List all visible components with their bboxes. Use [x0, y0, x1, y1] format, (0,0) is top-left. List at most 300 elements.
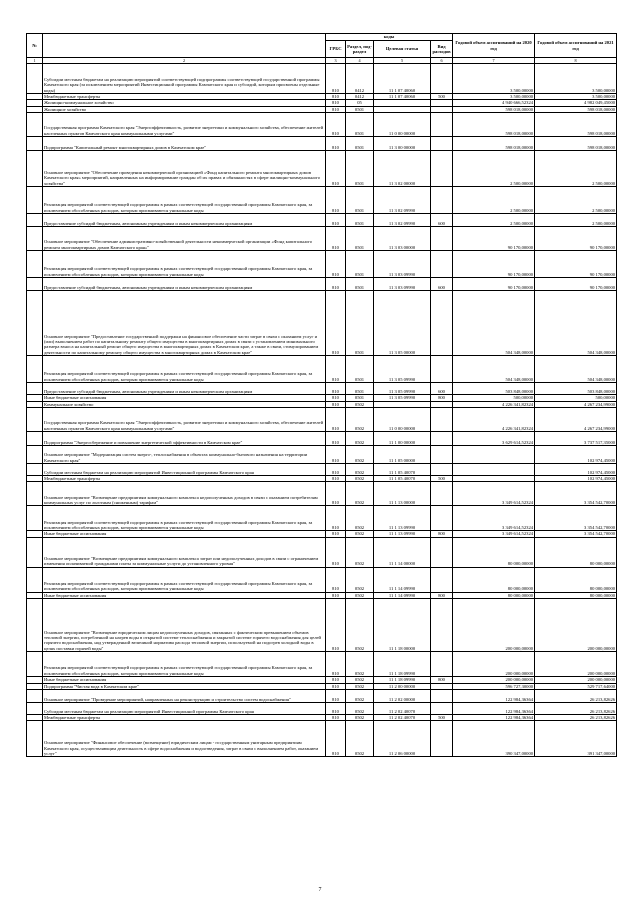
- row-section-cell: 0501: [346, 356, 374, 383]
- row-index-cell: [27, 151, 43, 187]
- table-row: [27, 567, 617, 592]
- row-grbs-cell: 810: [326, 652, 346, 677]
- row-index-cell: [27, 408, 43, 432]
- table-row: [27, 137, 617, 151]
- row-grbs-cell: 810: [326, 464, 346, 476]
- row-vid-cell: 600: [431, 278, 453, 291]
- row-target-cell: 11 1 14 00000: [374, 537, 431, 567]
- row-section-cell: 0502: [346, 703, 374, 715]
- row-index-cell: [27, 537, 43, 567]
- row-vid-cell: [431, 251, 453, 278]
- row-name-cell: Основное мероприятие "Предоставление государственной поддержки на финансовое обеспечение части затрат в связи с оказанием услуг и (или) выполнением работ по капитальному ремонту общего имущества в многоквартирных домах в связи с установлением минимального размера взноса на капитальный ремонт общего имущества в многоквартирных домах в Камчатском крае, а также в связи, стимулированием деятельности по капитальному ремонту общего имущества в многоквартирных домах в Камчатском крае": [43, 291, 326, 356]
- row-name-cell: Подпрограмма "Чистая вода в Камчатском крае": [43, 683, 326, 689]
- row-vol-2020-cell: 2 500,00000: [453, 187, 535, 214]
- row-target-cell: 11 1 05 40070: [374, 464, 431, 476]
- row-index-cell: [27, 652, 43, 677]
- row-vol-2021-cell: 4 267 234,99000: [535, 401, 617, 407]
- row-grbs-cell: 810: [326, 401, 346, 407]
- row-vol-2021-cell: 3 737 517,35000: [535, 432, 617, 446]
- row-vol-2020-cell: 2 500,00000: [453, 214, 535, 227]
- row-section-cell: 05: [346, 100, 374, 106]
- row-grbs-cell: 810: [326, 537, 346, 567]
- row-grbs-cell: 810: [326, 715, 346, 721]
- column-number-cell: 1: [27, 58, 43, 64]
- row-section-cell: 0502: [346, 721, 374, 757]
- row-vol-2020-cell: [453, 446, 535, 464]
- row-vol-2021-cell: 2 500,00000: [535, 214, 617, 227]
- row-grbs-cell: 810: [326, 64, 346, 94]
- row-vid-cell: [431, 151, 453, 187]
- table-row: [27, 278, 617, 291]
- row-section-cell: 0502: [346, 567, 374, 592]
- row-section-cell: 0501: [346, 113, 374, 137]
- row-section-cell: 0501: [346, 291, 374, 356]
- row-vol-2021-cell: 80 000,00000: [535, 567, 617, 592]
- row-target-cell: 11 2 02 40070: [374, 703, 431, 715]
- column-number-cell: 7: [453, 58, 535, 64]
- row-vid-cell: [431, 113, 453, 137]
- row-vid-cell: [431, 356, 453, 383]
- row-section-cell: 0502: [346, 599, 374, 652]
- row-vid-cell: [431, 291, 453, 356]
- row-section-cell: 0501: [346, 106, 374, 112]
- row-grbs-cell: 810: [326, 291, 346, 356]
- row-index-cell: [27, 690, 43, 703]
- row-vol-2021-cell: 598 018,00000: [535, 137, 617, 151]
- row-vol-2020-cell: 80 000,00000: [453, 537, 535, 567]
- row-section-cell: 0501: [346, 227, 374, 251]
- table-row: [27, 251, 617, 278]
- row-target-cell: 11 0 00 00000: [374, 408, 431, 432]
- row-target-cell: 11 3 03 09990: [374, 251, 431, 278]
- row-vol-2020-cell: 122 984,36364: [453, 690, 535, 703]
- row-vol-2020-cell: 3 500,00000: [453, 64, 535, 94]
- row-name-cell: Жилищное хозяйство: [43, 106, 326, 112]
- row-vol-2021-cell: 3 354 542,70000: [535, 506, 617, 531]
- table-row: [27, 537, 617, 567]
- row-section-cell: 0502: [346, 408, 374, 432]
- row-section-cell: 0501: [346, 187, 374, 214]
- row-section-cell: 0502: [346, 652, 374, 677]
- row-vol-2021-cell: 504 348,00000: [535, 356, 617, 383]
- row-name-cell: Реализация мероприятий соответствующей подпрограммы в рамках соответствующей государственной программы Камчатского края, за исключением обособленных расходов, которым присваиваются уникальные коды: [43, 187, 326, 214]
- row-grbs-cell: 810: [326, 408, 346, 432]
- row-target-cell: 11 1 07 40060: [374, 94, 431, 100]
- budget-table: [26, 33, 617, 757]
- table-row: [27, 506, 617, 531]
- row-name-cell: Иные бюджетные ассигнования: [43, 677, 326, 683]
- row-vol-2021-cell: 200 000,00000: [535, 599, 617, 652]
- header-vid: Вид расходов: [431, 41, 453, 58]
- header-vol-2021: Годовой объем ассигнований на 2021 год: [535, 34, 617, 58]
- row-vol-2020-cell: 598 018,00000: [453, 113, 535, 137]
- row-section-cell: 0501: [346, 151, 374, 187]
- row-vid-cell: 500: [431, 715, 453, 721]
- row-grbs-cell: 810: [326, 94, 346, 100]
- header-target: Целевая статья: [374, 41, 431, 58]
- table-row: [27, 464, 617, 476]
- row-index-cell: [27, 137, 43, 151]
- row-section-cell: 0502: [346, 690, 374, 703]
- row-index-cell: [27, 721, 43, 757]
- row-section-cell: 0502: [346, 537, 374, 567]
- row-grbs-cell: 810: [326, 356, 346, 383]
- row-grbs-cell: 810: [326, 703, 346, 715]
- row-index-cell: [27, 251, 43, 278]
- row-grbs-cell: 810: [326, 278, 346, 291]
- column-number-cell: 6: [431, 58, 453, 64]
- row-vol-2021-cell: 391 347,00000: [535, 721, 617, 757]
- column-number-cell: 4: [346, 58, 374, 64]
- row-vol-2021-cell: 26 213,82626: [535, 715, 617, 721]
- row-target-cell: 11 0 00 00000: [374, 113, 431, 137]
- row-index-cell: [27, 356, 43, 383]
- row-name-cell: Жилищно-коммунальное хозяйство: [43, 100, 326, 106]
- row-section-cell: 0501: [346, 395, 374, 401]
- row-vid-cell: [431, 599, 453, 652]
- row-name-cell: Основное мероприятие "Возмещение предприятиям коммунального комплекса затрат или недополученных доходов в связи с ограничением изменения оплачиваемой гражданами платы за коммунальные услуги до установленного уровня": [43, 537, 326, 567]
- row-name-cell: Основное мероприятие "Обеспечение проведения некоммерческой организацией «Фонд капитального ремонта многоквартирных домов Камчатского края» мероприятий, направленных на информирование граждан об их правах и обязанностях в сфере жилищно-коммунального хозяйства": [43, 151, 326, 187]
- row-vol-2020-cell: 122 984,36364: [453, 703, 535, 715]
- row-section-cell: 0502: [346, 715, 374, 721]
- row-vol-2020-cell: 122 984,36364: [453, 715, 535, 721]
- row-grbs-cell: 810: [326, 251, 346, 278]
- row-grbs-cell: 810: [326, 476, 346, 482]
- row-vol-2021-cell: 26 213,82626: [535, 690, 617, 703]
- row-vol-2020-cell: 90 170,00000: [453, 227, 535, 251]
- row-name-cell: Предоставление субсидий бюджетным, автономным учреждениям и иным некоммерческим организациям: [43, 278, 326, 291]
- row-vol-2021-cell: 3 354 542,70000: [535, 482, 617, 506]
- row-target-cell: 11 3 05 09990: [374, 383, 431, 395]
- row-index-cell: [27, 506, 43, 531]
- row-vol-2020-cell: 200 000,00000: [453, 652, 535, 677]
- row-name-cell: Основное мероприятие "Возмещение юридическим лицам недополученных доходов, связанных с фактическим превышением объемов тепловой энергии, потребленной на нагрев воды в открытой системе теплоснабжения и закрытой системе горячего водоснабжения для целей горячего водоснабжения, над утвержденной величиной норматива расхода тепловой энергии, используемой на подогрев холодной воды в целях поставки горячей воды": [43, 599, 326, 652]
- row-vol-2021-cell: 80 000,00000: [535, 537, 617, 567]
- row-name-cell: Основное мероприятие "Проведение мероприятий, направленных на реконструкцию и строительство систем водоснабжения": [43, 690, 326, 703]
- row-vol-2020-cell: 596 727,30000: [453, 683, 535, 689]
- row-target-cell: 11 1 14 09990: [374, 567, 431, 592]
- column-number-cell: 3: [326, 58, 346, 64]
- table-row: [27, 432, 617, 446]
- column-number-cell: 8: [535, 58, 617, 64]
- row-index-cell: [27, 278, 43, 291]
- row-target-cell: 11 3 02 09990: [374, 187, 431, 214]
- header-name: [43, 34, 326, 58]
- table-row: [27, 64, 617, 94]
- row-target-cell: 11 3 02 09990: [374, 214, 431, 227]
- row-section-cell: 0502: [346, 531, 374, 537]
- row-vol-2021-cell: 504 348,00000: [535, 291, 617, 356]
- row-name-cell: Иные бюджетные ассигнования: [43, 395, 326, 401]
- header-num: №: [27, 34, 43, 58]
- row-target-cell: 11 3 02 00000: [374, 151, 431, 187]
- row-section-cell: 0502: [346, 446, 374, 464]
- row-vol-2021-cell: 598 018,00000: [535, 113, 617, 137]
- row-index-cell: [27, 567, 43, 592]
- row-name-cell: Подпрограмма "Капитальный ремонт многоквартирных домов в Камчатском крае": [43, 137, 326, 151]
- row-vid-cell: [431, 703, 453, 715]
- row-target-cell: 11 3 03 00000: [374, 227, 431, 251]
- row-vid-cell: [431, 432, 453, 446]
- row-name-cell: Субсидии местным бюджетам на реализацию мероприятий соответствующей подпрограммы соответствующей государственной программы Камчатского края (за исключением мероприятий Инвестиционной программы Камчатского края и субсидий, которым присвоены отдельные коды): [43, 64, 326, 94]
- row-section-cell: 0502: [346, 506, 374, 531]
- header-grbs: ГРБС: [326, 41, 346, 58]
- row-vol-2020-cell: 2 500,00000: [453, 151, 535, 187]
- row-vid-cell: [431, 446, 453, 464]
- row-grbs-cell: 810: [326, 482, 346, 506]
- row-grbs-cell: 810: [326, 214, 346, 227]
- row-name-cell: Иные бюджетные ассигнования: [43, 531, 326, 537]
- row-vid-cell: [431, 482, 453, 506]
- row-vol-2021-cell: 200 000,00000: [535, 652, 617, 677]
- row-vid-cell: [431, 652, 453, 677]
- row-vol-2021-cell: 3 354 542,70000: [535, 531, 617, 537]
- row-vol-2020-cell: 3 629 614,52324: [453, 432, 535, 446]
- table-row: [27, 227, 617, 251]
- row-vol-2020-cell: 80 000,00000: [453, 567, 535, 592]
- row-section-cell: 0412: [346, 64, 374, 94]
- row-index-cell: [27, 64, 43, 94]
- row-grbs-cell: 810: [326, 151, 346, 187]
- table-row: [27, 652, 617, 677]
- table-row: [27, 599, 617, 652]
- row-vid-cell: 800: [431, 677, 453, 683]
- row-grbs-cell: 810: [326, 137, 346, 151]
- row-vol-2020-cell: 504 348,00000: [453, 291, 535, 356]
- row-vol-2020-cell: 4 226 341,82324: [453, 401, 535, 407]
- row-vid-cell: [431, 537, 453, 567]
- row-vid-cell: 500: [431, 476, 453, 482]
- row-vol-2021-cell: 80 000,00000: [535, 592, 617, 598]
- table-row: [27, 703, 617, 715]
- row-target-cell: 11 1 13 09990: [374, 506, 431, 531]
- row-vol-2021-cell: 3 500,00000: [535, 94, 617, 100]
- row-vol-2020-cell: 90 170,00000: [453, 251, 535, 278]
- row-vol-2021-cell: 102 974,45000: [535, 476, 617, 482]
- row-vol-2020-cell: [453, 464, 535, 476]
- row-grbs-cell: 810: [326, 690, 346, 703]
- row-name-cell: Государственная программа Камчатского края "Энергоэффективность, развитие энергетики и коммунального хозяйства, обеспечение жителей населенных пунктов Камчатского края коммунальными услугами": [43, 113, 326, 137]
- row-section-cell: 0501: [346, 383, 374, 395]
- row-vid-cell: [431, 137, 453, 151]
- row-vid-cell: 600: [431, 383, 453, 395]
- row-name-cell: Основное мероприятие "Модернизация систем энерго-, теплоснабжения в объектах коммунально-бытового назначения на территории Камчатского края": [43, 446, 326, 464]
- row-vol-2021-cell: 500,00000: [535, 395, 617, 401]
- row-vol-2020-cell: 200 000,00000: [453, 599, 535, 652]
- row-vol-2021-cell: 26 213,82626: [535, 703, 617, 715]
- row-name-cell: Коммунальное хозяйство: [43, 401, 326, 407]
- row-name-cell: Реализация мероприятий соответствующей подпрограммы в рамках соответствующей государственной программы Камчатского края, за исключением обособленных расходов, которым присваиваются уникальные коды: [43, 567, 326, 592]
- row-vol-2021-cell: 2 500,00000: [535, 187, 617, 214]
- row-vol-2020-cell: 390 347,00000: [453, 721, 535, 757]
- column-number-cell: 2: [43, 58, 326, 64]
- row-vol-2020-cell: 90 170,00000: [453, 278, 535, 291]
- row-vol-2021-cell: 598 018,00000: [535, 106, 617, 112]
- table-row: [27, 113, 617, 137]
- row-vid-cell: [431, 227, 453, 251]
- row-grbs-cell: 810: [326, 187, 346, 214]
- table-row: [27, 721, 617, 757]
- row-vid-cell: 800: [431, 395, 453, 401]
- row-vid-cell: 600: [431, 214, 453, 227]
- row-index-cell: [27, 383, 43, 395]
- row-section-cell: 0502: [346, 592, 374, 598]
- row-section-cell: 0502: [346, 464, 374, 476]
- row-vol-2020-cell: 4 226 341,82324: [453, 408, 535, 432]
- row-name-cell: Основное мероприятие "Обеспечение административно-хозяйственной деятельности некоммерческой организации «Фонд капитального ремонта многоквартирных домов Камчатского края»": [43, 227, 326, 251]
- row-index-cell: [27, 446, 43, 464]
- row-grbs-cell: 810: [326, 395, 346, 401]
- row-section-cell: 0502: [346, 683, 374, 689]
- row-section-cell: 0502: [346, 432, 374, 446]
- row-section-cell: 0502: [346, 476, 374, 482]
- row-vol-2021-cell: 529 717,64000: [535, 683, 617, 689]
- row-grbs-cell: 810: [326, 677, 346, 683]
- header-codes-group: коды: [326, 34, 453, 41]
- row-index-cell: [27, 214, 43, 227]
- row-vid-cell: 500: [431, 94, 453, 100]
- row-grbs-cell: 810: [326, 383, 346, 395]
- row-target-cell: 11 3 00 00000: [374, 137, 431, 151]
- row-target-cell: 11 2 00 00000: [374, 683, 431, 689]
- table-row: [27, 690, 617, 703]
- row-target-cell: 11 1 18 09990: [374, 652, 431, 677]
- row-index-cell: [27, 113, 43, 137]
- row-vid-cell: [431, 567, 453, 592]
- row-target-cell: 11 1 13 09990: [374, 531, 431, 537]
- row-name-cell: Иные бюджетные ассигнования: [43, 592, 326, 598]
- row-vol-2021-cell: 4 267 234,99000: [535, 408, 617, 432]
- row-vol-2020-cell: 3 349 614,52324: [453, 482, 535, 506]
- row-grbs-cell: 810: [326, 100, 346, 106]
- row-name-cell: Предоставление субсидий бюджетным, автономным учреждениям и иным некоммерческим организациям: [43, 214, 326, 227]
- row-section-cell: 0412: [346, 94, 374, 100]
- row-vol-2020-cell: 3 349 614,52324: [453, 531, 535, 537]
- row-vid-cell: [431, 506, 453, 531]
- row-target-cell: 11 1 18 00000: [374, 599, 431, 652]
- row-index-cell: [27, 464, 43, 476]
- row-grbs-cell: 810: [326, 106, 346, 112]
- row-vol-2020-cell: 80 000,00000: [453, 592, 535, 598]
- row-name-cell: Основное мероприятие "Финансовое обеспечение (возмещение) юридическим лицам - государственным унитарным предприятиям Камчатского края, осуществляющим деятельность в сфере водоснабжения и водоотведения, затрат в связи с выполнением работ, оказанием услуг": [43, 721, 326, 757]
- row-name-cell: Реализация мероприятий соответствующей подпрограммы в рамках соответствующей государственной программы Камчатского края, за исключением обособленных расходов, которым присваиваются уникальные коды: [43, 251, 326, 278]
- row-grbs-cell: 810: [326, 592, 346, 598]
- row-vol-2021-cell: 4 982 049,45000: [535, 100, 617, 106]
- row-target-cell: 11 1 14 09990: [374, 592, 431, 598]
- row-vol-2020-cell: 200 000,00000: [453, 677, 535, 683]
- row-target-cell: 11 3 05 09990: [374, 395, 431, 401]
- row-index-cell: [27, 432, 43, 446]
- row-vol-2021-cell: 102 974,45000: [535, 446, 617, 464]
- row-vid-cell: [431, 721, 453, 757]
- table-row: [27, 482, 617, 506]
- row-vid-cell: [431, 187, 453, 214]
- row-vol-2020-cell: 3 500,00000: [453, 94, 535, 100]
- table-row: [27, 356, 617, 383]
- row-target-cell: 11 1 18 09990: [374, 677, 431, 683]
- row-grbs-cell: 810: [326, 683, 346, 689]
- table-row: [27, 187, 617, 214]
- table-row: [27, 383, 617, 395]
- row-index-cell: [27, 291, 43, 356]
- row-grbs-cell: 810: [326, 432, 346, 446]
- row-name-cell: Межбюджетные трансферты: [43, 476, 326, 482]
- row-vol-2021-cell: 503 848,00000: [535, 383, 617, 395]
- row-vid-cell: [431, 408, 453, 432]
- row-vol-2021-cell: 90 170,00000: [535, 251, 617, 278]
- row-grbs-cell: 810: [326, 113, 346, 137]
- row-name-cell: Субсидии местным бюджетам на реализацию мероприятий Инвестиционной программы Камчатского края: [43, 464, 326, 476]
- row-name-cell: Межбюджетные трансферты: [43, 94, 326, 100]
- table-row: [27, 214, 617, 227]
- table-row: [27, 291, 617, 356]
- row-vol-2021-cell: 200 000,00000: [535, 677, 617, 683]
- row-grbs-cell: 810: [326, 531, 346, 537]
- row-name-cell: Предоставление субсидий бюджетным, автономным учреждениям и иным некоммерческим организациям: [43, 383, 326, 395]
- column-number-cell: 5: [374, 58, 431, 64]
- row-vol-2020-cell: 598 018,00000: [453, 106, 535, 112]
- row-index-cell: [27, 703, 43, 715]
- page-number: 7: [318, 887, 322, 893]
- row-vol-2021-cell: 102 974,45000: [535, 464, 617, 476]
- row-target-cell: 11 1 05 00000: [374, 446, 431, 464]
- row-target-cell: 11 2 02 00000: [374, 690, 431, 703]
- row-grbs-cell: 810: [326, 567, 346, 592]
- row-target-cell: 11 1 07 40060: [374, 64, 431, 94]
- row-vol-2021-cell: 90 170,00000: [535, 227, 617, 251]
- row-vid-cell: [431, 690, 453, 703]
- row-target-cell: 11 2 02 40070: [374, 715, 431, 721]
- row-vol-2020-cell: 503 848,00000: [453, 383, 535, 395]
- table-row: [27, 446, 617, 464]
- row-index-cell: [27, 599, 43, 652]
- row-target-cell: 11 3 05 09990: [374, 356, 431, 383]
- row-section-cell: 0502: [346, 677, 374, 683]
- table-body: [27, 64, 617, 757]
- row-grbs-cell: 810: [326, 227, 346, 251]
- row-section-cell: 0501: [346, 137, 374, 151]
- row-target-cell: 11 3 05 00000: [374, 291, 431, 356]
- row-section-cell: 0502: [346, 401, 374, 407]
- row-vol-2020-cell: 3 349 614,52324: [453, 506, 535, 531]
- row-vol-2020-cell: 598 018,00000: [453, 137, 535, 151]
- row-target-cell: 11 2 06 00000: [374, 721, 431, 757]
- row-name-cell: Государственная программа Камчатского края "Энергоэффективность, развитие энергетики и коммунального хозяйства, обеспечение жителей населенных пунктов Камчатского края коммунальными услугами": [43, 408, 326, 432]
- row-index-cell: [27, 227, 43, 251]
- row-vol-2021-cell: 90 170,00000: [535, 278, 617, 291]
- header-vol-2020: Годовой объем ассигнований на 2020 год: [453, 34, 535, 58]
- budget-table-page: [26, 33, 616, 757]
- row-target-cell: 11 1 00 00000: [374, 432, 431, 446]
- row-name-cell: Основное мероприятие "Возмещение предприятиям коммунального комплекса недополученных доходов в связи с оказанием потребителям коммунальных услуг по льготным (сниженным) тарифам": [43, 482, 326, 506]
- table-row: [27, 151, 617, 187]
- row-target-cell: 11 3 03 09990: [374, 278, 431, 291]
- row-vid-cell: 800: [431, 592, 453, 598]
- row-grbs-cell: 810: [326, 446, 346, 464]
- row-vol-2020-cell: 500,00000: [453, 395, 535, 401]
- row-section-cell: 0501: [346, 278, 374, 291]
- row-grbs-cell: 810: [326, 721, 346, 757]
- row-target-cell: 11 1 13 00000: [374, 482, 431, 506]
- row-vol-2021-cell: 2 500,00000: [535, 151, 617, 187]
- row-index-cell: [27, 187, 43, 214]
- row-name-cell: Межбюджетные трансферты: [43, 715, 326, 721]
- row-name-cell: Реализация мероприятий соответствующей подпрограммы в рамках соответствующей государственной программы Камчатского края, за исключением обособленных расходов, которым присваиваются уникальные коды: [43, 506, 326, 531]
- row-vid-cell: 800: [431, 531, 453, 537]
- row-name-cell: Субсидии местным бюджетам на реализацию мероприятий Инвестиционной программы Камчатского края: [43, 703, 326, 715]
- row-vid-cell: [431, 464, 453, 476]
- row-index-cell: [27, 482, 43, 506]
